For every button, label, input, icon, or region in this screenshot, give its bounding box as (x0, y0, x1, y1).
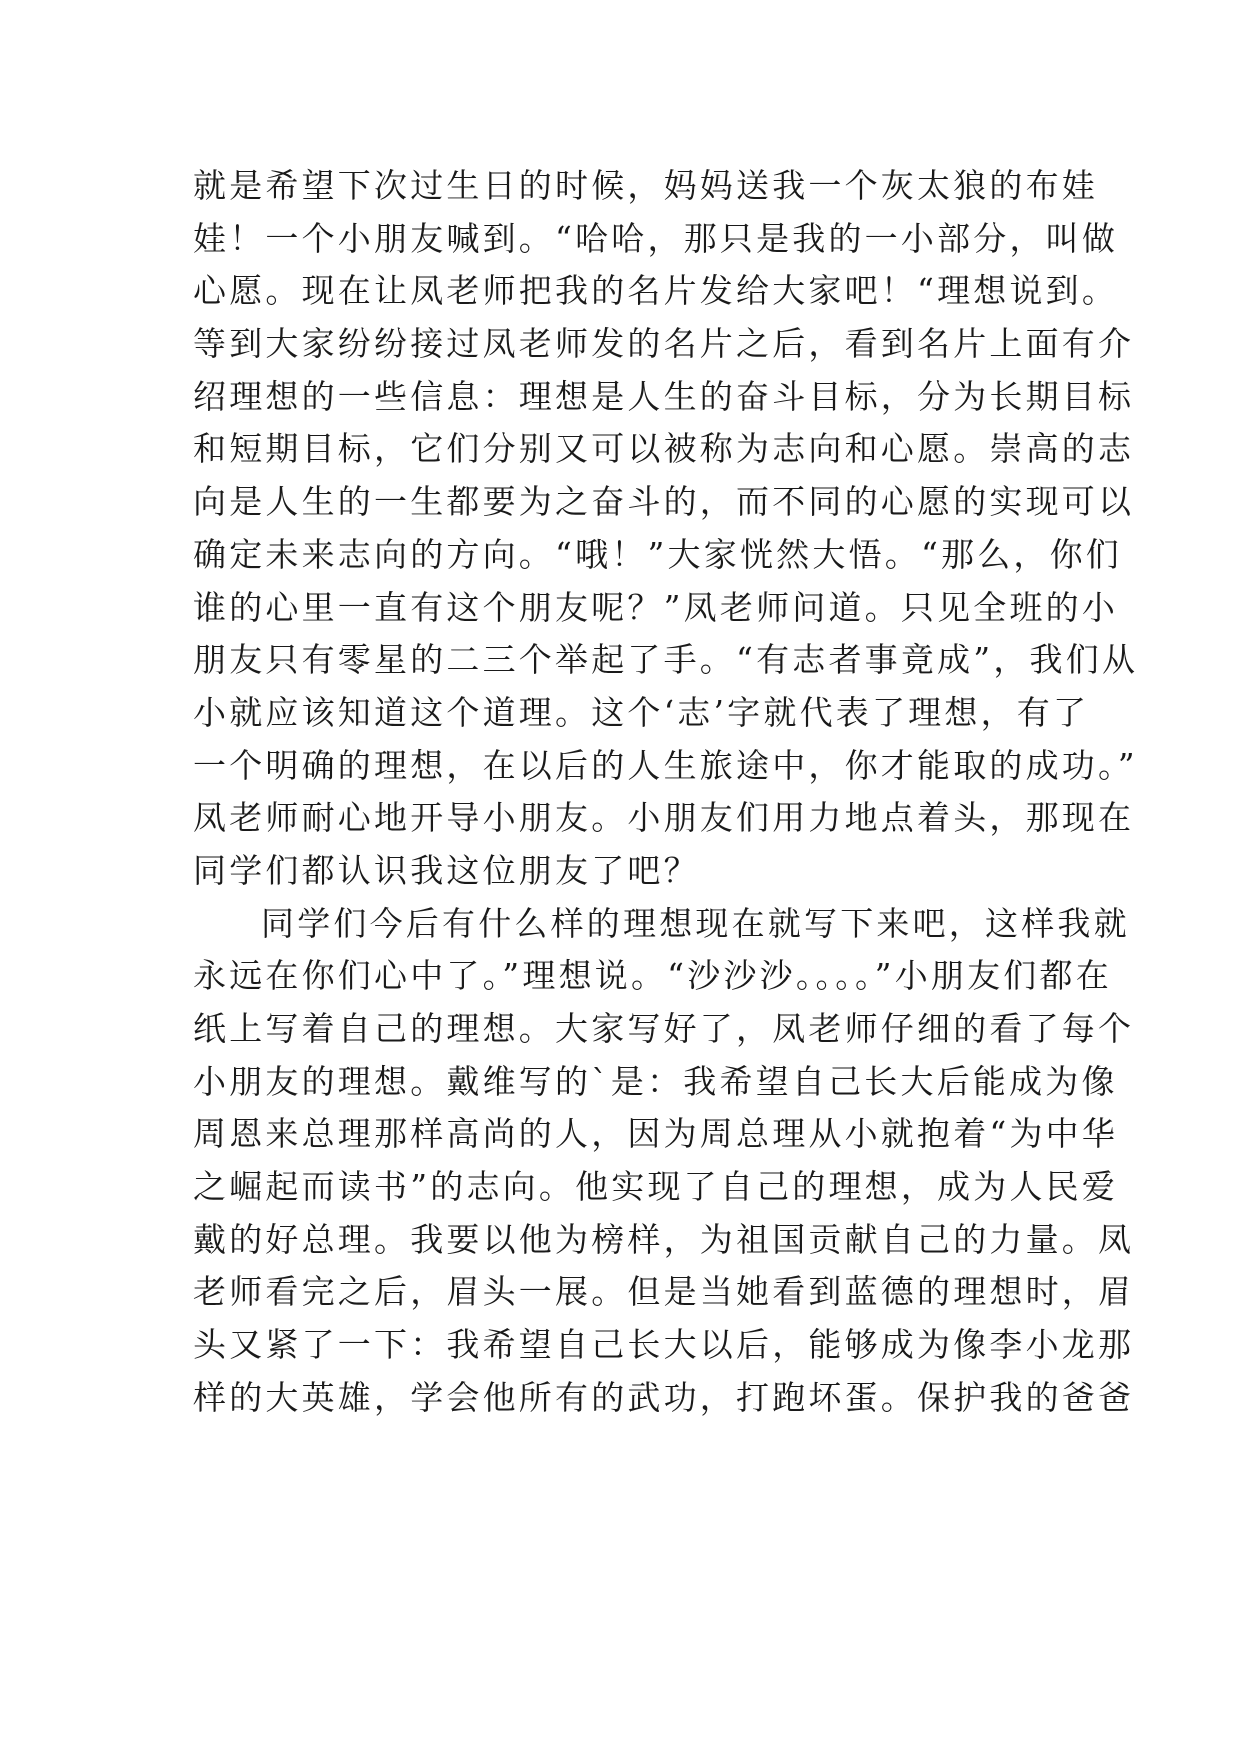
body-text (193, 160, 1139, 1425)
text-line: 确定未来志向的方向。“哦！”大家恍然大悟。“那么，你们 (193, 534, 1123, 574)
text-line: 等到大家纷纷接过凤老师发的名片之后，看到名片上面有介 (193, 324, 1135, 364)
text-line: 一个明确的理想，在以后的人生旅途中，你才能取的成功。” (193, 745, 1138, 785)
text-line: 样的大英雄，学会他所有的武功，打跑坏蛋。保护我的爸爸 (193, 1377, 1135, 1417)
text-line: 凤老师耐心地开导小朋友。小朋友们用力地点着头，那现在 (193, 798, 1135, 838)
text-line: 同学们都认识我这位朋友了吧？ (193, 850, 700, 890)
text-line: 谁的心里一直有这个朋友呢？”凤老师问道。只见全班的小 (193, 587, 1119, 627)
text-line: 头又紧了一下：我希望自己长大以后，能够成为像李小龙那 (193, 1325, 1135, 1365)
text-line: 就是希望下次过生日的时候，妈妈送我一个灰太狼的布娃 (193, 166, 1098, 205)
text-line: 向是人生的一生都要为之奋斗的，而不同的心愿的实现可以 (193, 482, 1135, 522)
text-line: 绍理想的一些信息：理想是人生的奋斗目标，分为长期目标 (193, 376, 1135, 416)
text-line: 朋友只有零星的二三个举起了手。“有志者事竟成”，我们从 (193, 640, 1139, 680)
text-line: 纸上写着自己的理想。大家写好了，凤老师仔细的看了每个 (193, 1009, 1135, 1048)
text-line: 永远在你们心中了。”理想说。“沙沙沙。。。。”小朋友们都在 (193, 956, 1112, 996)
text-line: 心愿。现在让凤老师把我的名片发给大家吧！“理想说到。 (193, 271, 1119, 311)
paragraph-start-line: 同学们今后有什么样的理想现在就写下来吧，这样我就 (261, 903, 1130, 943)
text-line: 小朋友的理想。戴维写的`是：我希望自己长大后能成为像 (193, 1061, 1118, 1101)
text-line: 之崛起而读书”的志向。他实现了自己的理想，成为人民爱 (193, 1167, 1119, 1207)
text-line: 老师看完之后，眉头一展。但是当她看到蓝德的理想时，眉 (193, 1272, 1135, 1312)
text-line: 娃！一个小朋友喊到。“哈哈，那只是我的一小部分，叫做 (193, 218, 1119, 258)
text-line: 戴的好总理。我要以他为榜样，为祖国贡献自己的力量。凤 (193, 1219, 1135, 1259)
text-line: 小就应该知道这个道理。这个‘志’字就代表了理想，有了 (193, 692, 1090, 732)
text-line: 周恩来总理那样高尚的人，因为周总理从小就抱着“为中华 (193, 1114, 1119, 1154)
text-line: 和短期目标，它们分别又可以被称为志向和心愿。崇高的志 (193, 429, 1135, 469)
